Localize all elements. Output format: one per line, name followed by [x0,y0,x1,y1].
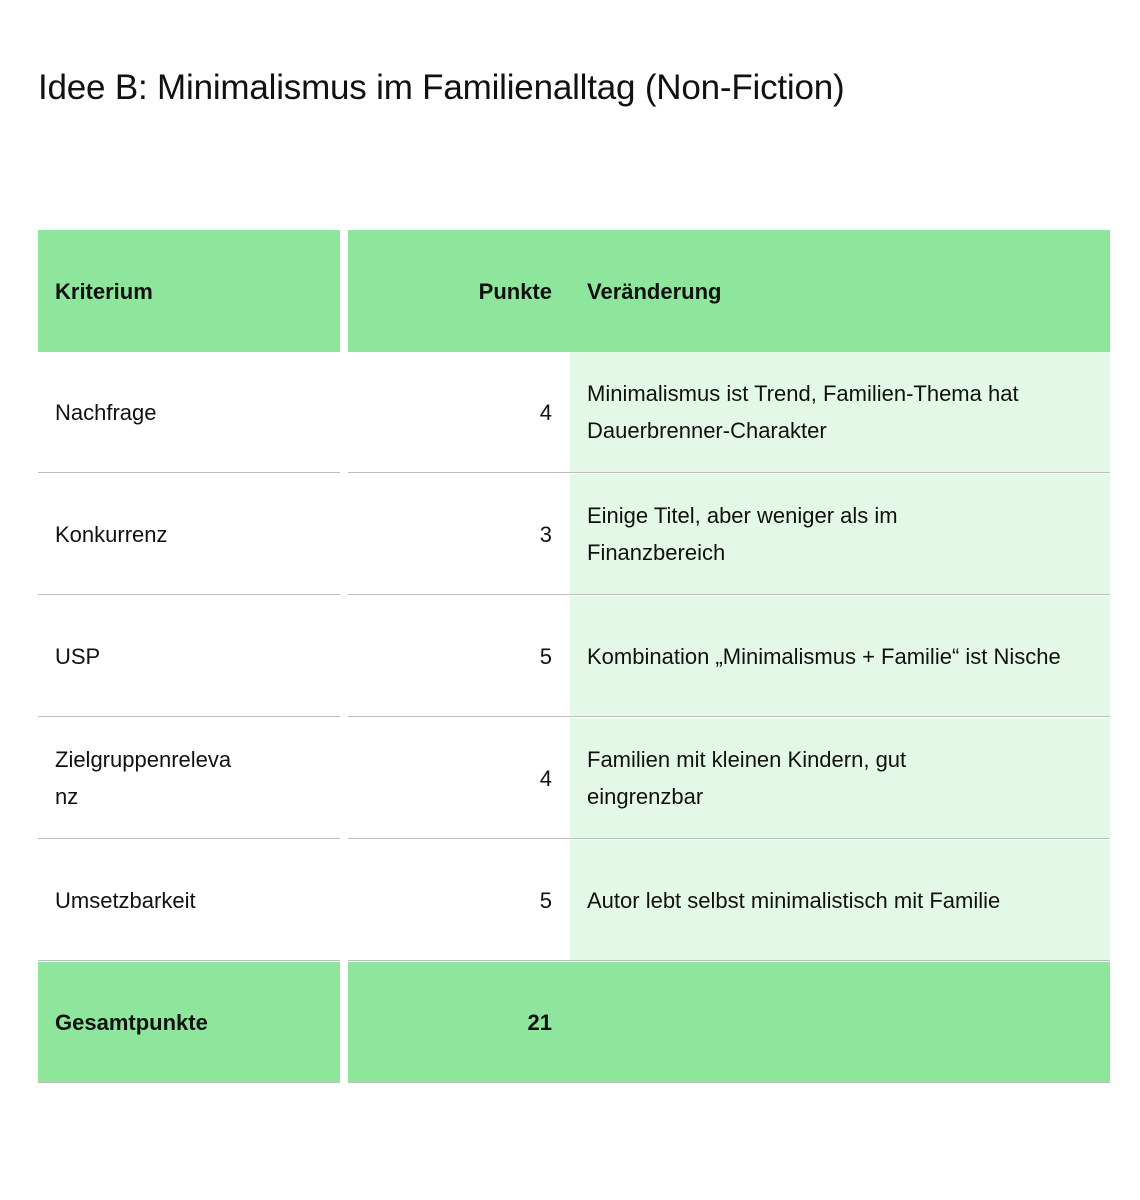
cell-punkte: 5 [348,596,570,717]
cell-veraenderung [570,840,1110,961]
cell-kriterium-text: Zielgruppenrelevanz [55,747,232,809]
table-footer-row [38,962,1110,1084]
cell-veraenderung [570,352,1110,473]
cell-kriterium: Konkurrenz [38,474,340,595]
cell-veraenderung-text: Familien mit kleinen Kindern, gut eingrenzbar [587,747,907,809]
cell-kriterium: USP [38,596,340,717]
table-row [38,718,1110,840]
table-header-row [38,230,1110,352]
footer-note [570,962,1110,1083]
header-punkte: Punkte [348,230,570,352]
cell-veraenderung [570,596,1110,717]
cell-veraenderung-text: Autor lebt selbst minimalistisch mit Familie [587,887,1001,913]
cell-punkte: 3 [348,474,570,595]
cell-punkte: 4 [348,718,570,839]
cell-veraenderung [570,718,1110,839]
cell-veraenderung-text: Kombination „Minimalismus + Familie“ ist Nische [587,643,1061,669]
footer-total: 21 [348,962,570,1083]
cell-kriterium [38,718,340,839]
cell-veraenderung [570,474,1110,595]
table-row [38,596,1110,718]
scoring-table [38,230,1110,1084]
table-row [38,474,1110,596]
table-row [38,352,1110,474]
cell-veraenderung-text: Einige Titel, aber weniger als im Finanzbereich [587,503,898,565]
page-title: Idee B: Minimalismus im Familienalltag (Non-Fiction) [38,68,845,107]
footer-label: Gesamtpunkte [38,962,340,1083]
cell-kriterium: Umsetzbarkeit [38,840,340,961]
table-row [38,840,1110,962]
cell-punkte: 4 [348,352,570,473]
header-kriterium: Kriterium [38,230,340,352]
cell-veraenderung-text: Minimalismus ist Trend, Familien-Thema hat Dauerbrenner-Charakter [587,381,1019,443]
cell-kriterium: Nachfrage [38,352,340,473]
cell-punkte: 5 [348,840,570,961]
header-veraenderung: Veränderung [570,230,1110,352]
